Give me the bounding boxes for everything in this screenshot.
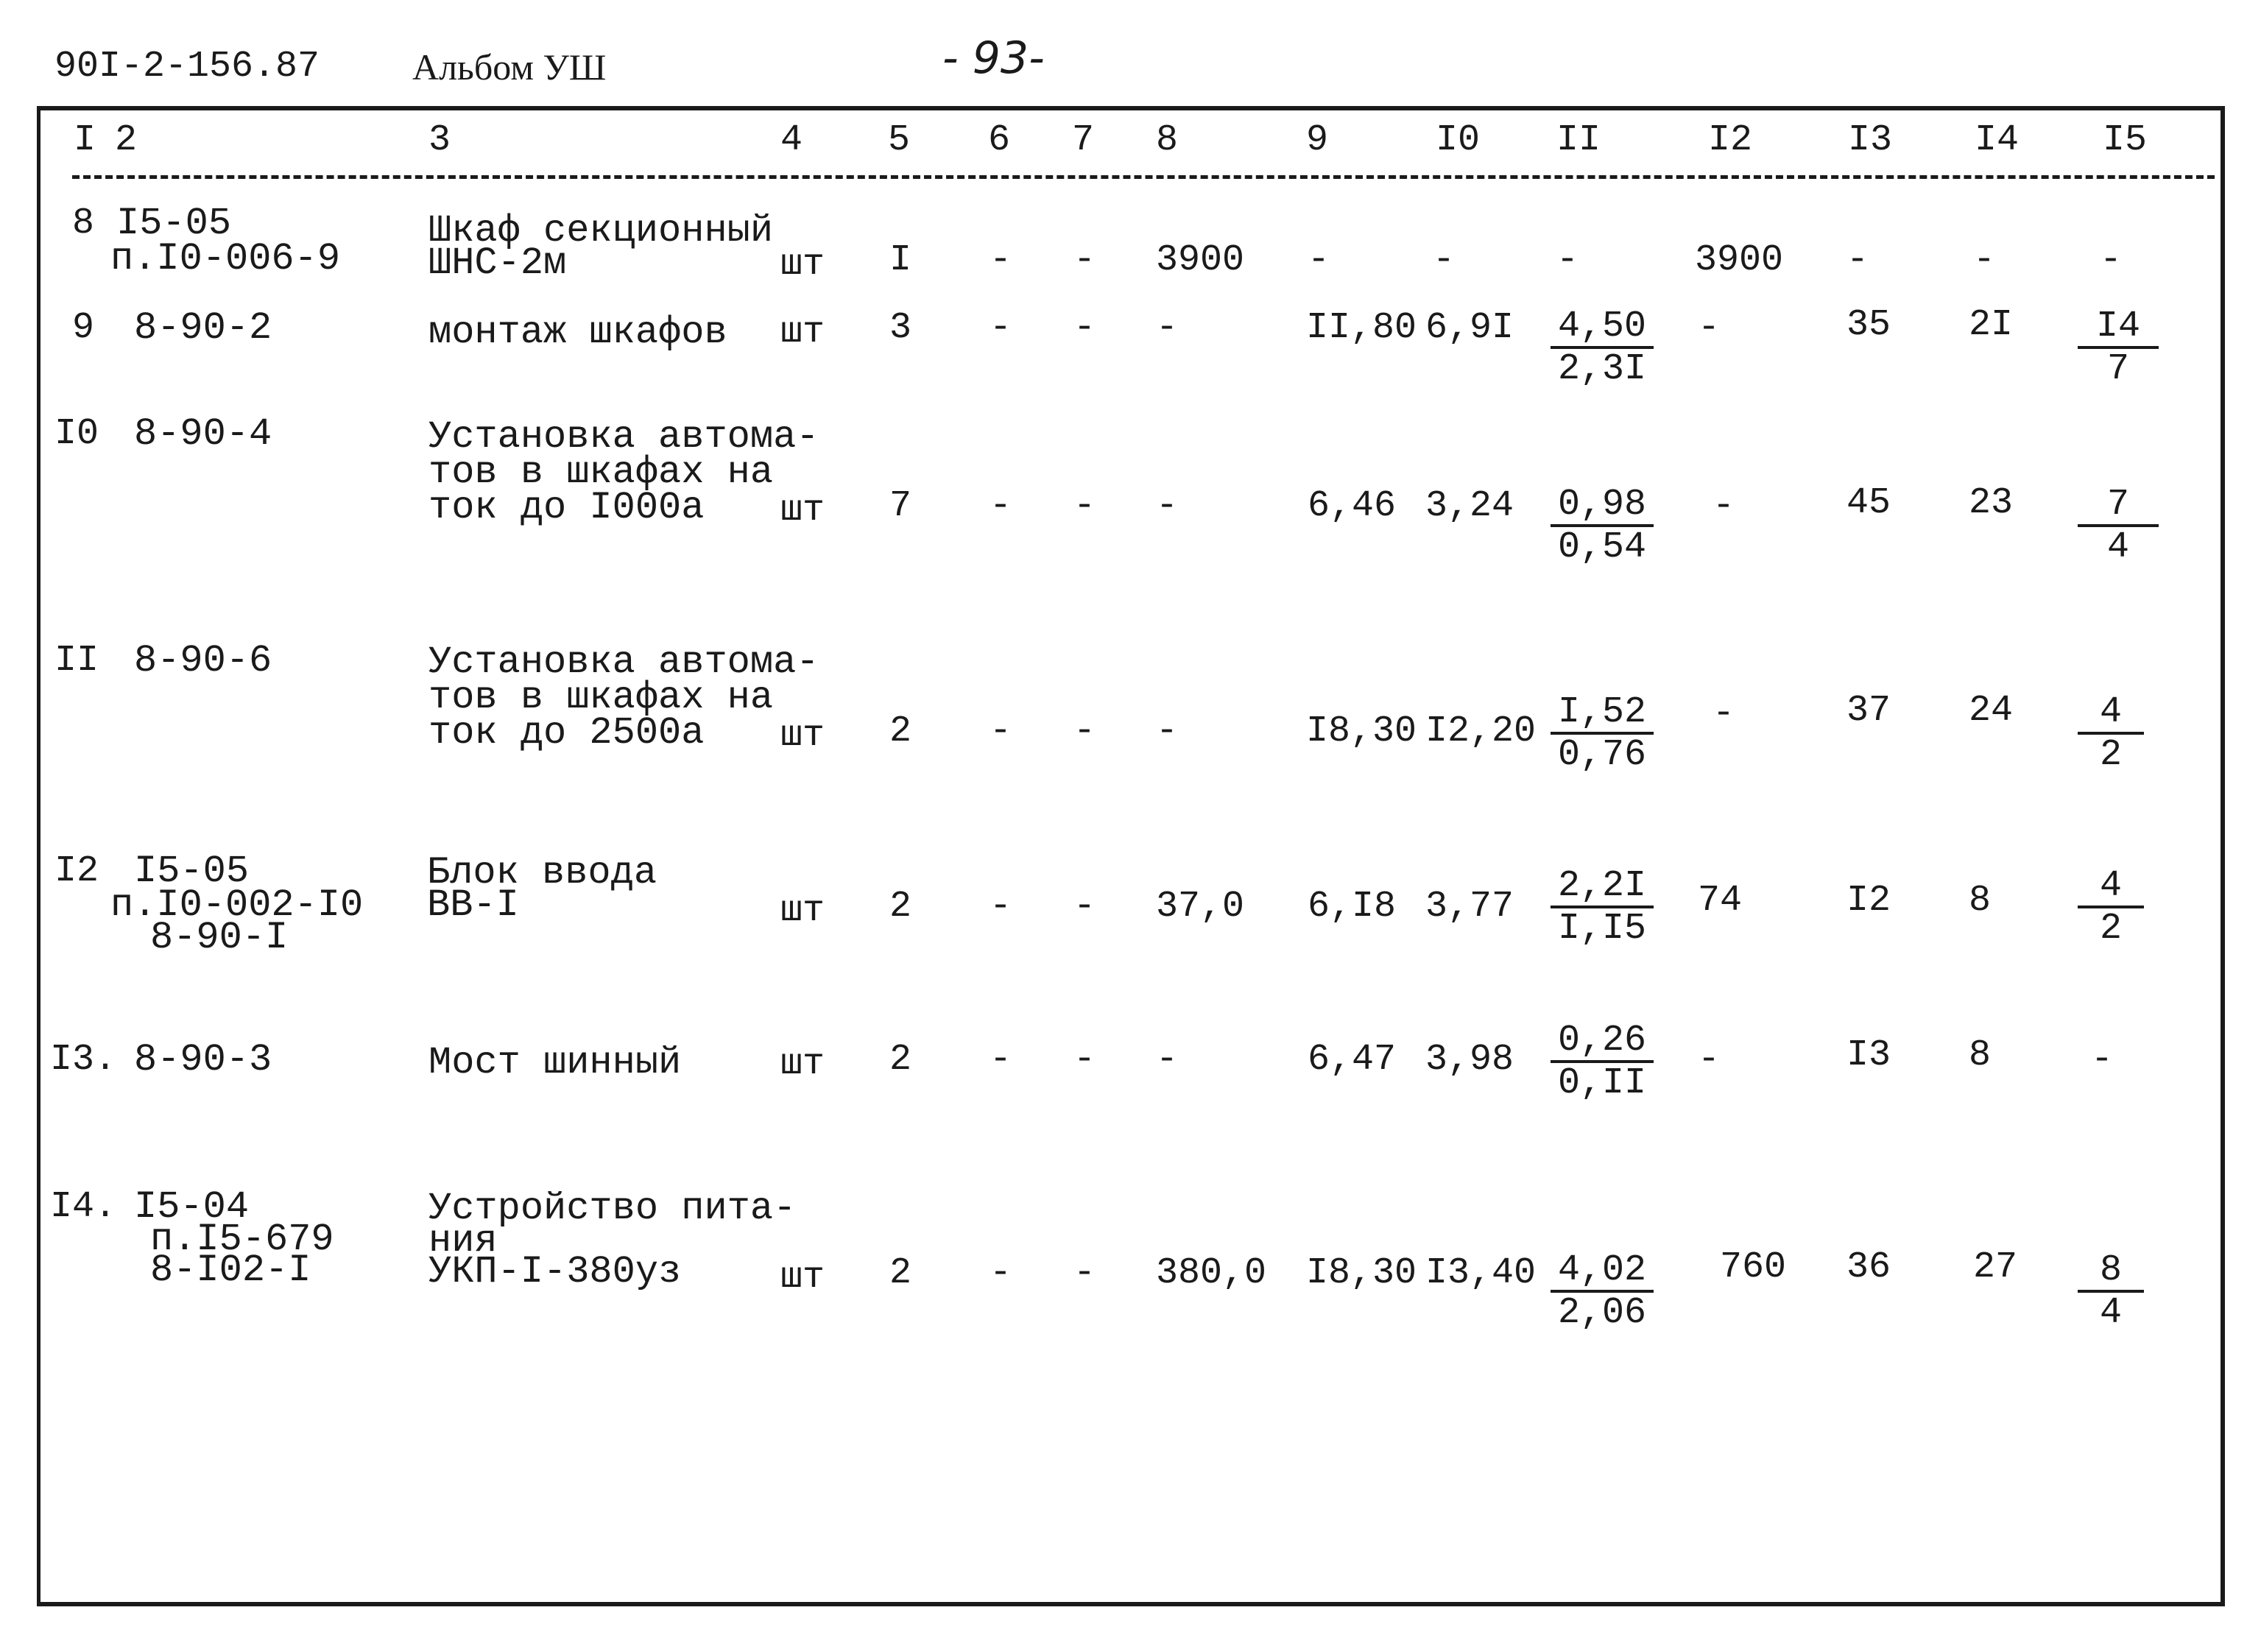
column-header: I0 [1436, 119, 1481, 161]
position-code: I5-05 [116, 202, 232, 245]
cell-col7: - [1073, 307, 1096, 349]
item-name: монтаж шкафов [428, 311, 727, 354]
table-frame-top [37, 106, 2225, 110]
position-code: 8-90-2 [134, 306, 272, 350]
cell-col8: 380,0 [1156, 1252, 1267, 1294]
cell-col9: 6,46 [1308, 485, 1397, 527]
column-header: II [1556, 119, 1601, 161]
unit: шт [780, 244, 825, 286]
cell-col14: 2I [1969, 304, 2014, 346]
cell-col7: - [1073, 485, 1096, 527]
cell-col14: 23 [1969, 482, 2014, 524]
row-number: 8 [72, 202, 95, 244]
fraction-col11 [1551, 484, 1654, 568]
position-code: I5-05 [134, 850, 250, 893]
row-number: 9 [72, 307, 95, 349]
page-number: - 93- [942, 32, 1045, 84]
cell-col6: - [990, 485, 1012, 527]
column-header: 5 [888, 119, 911, 161]
cell-col15: - [2100, 239, 2123, 281]
cell-col12: 74 [1698, 880, 1743, 922]
album-label: Альбом УШ [412, 46, 607, 88]
quantity: 2 [889, 1252, 912, 1294]
cell-col12: - [1712, 693, 1735, 735]
cell-col7: - [1073, 1252, 1096, 1294]
row-number: I3. [50, 1039, 117, 1081]
document-code: 90I-2-156.87 [54, 46, 320, 88]
unit: шт [780, 1043, 825, 1085]
quantity: I [889, 239, 912, 281]
cell-col11: - [1556, 239, 1579, 281]
fraction-col11 [1551, 306, 1654, 390]
quantity: 2 [889, 1039, 912, 1081]
cell-col9: I8,30 [1306, 1252, 1417, 1294]
cell-col9: 6,47 [1308, 1039, 1397, 1081]
cell-col12: 760 [1720, 1246, 1787, 1288]
column-header: 2 [115, 119, 138, 161]
position-code: 8-90-3 [134, 1038, 272, 1081]
cell-col8: - [1156, 710, 1179, 752]
position-code: 8-90-6 [134, 639, 272, 682]
cell-col10: I3,40 [1425, 1252, 1537, 1294]
fraction-col15 [2078, 484, 2159, 568]
cell-col6: - [990, 710, 1012, 752]
fraction-col11 [1551, 1020, 1654, 1104]
cell-col6: - [990, 886, 1012, 928]
fraction-numerator: 4,02 [1551, 1253, 1654, 1293]
table-frame-right [2221, 106, 2225, 1605]
item-name: ток до I000а [428, 486, 705, 529]
fraction-numerator: 8 [2078, 1253, 2144, 1293]
item-name: Мост шинный [428, 1041, 682, 1084]
cell-col10: I2,20 [1425, 710, 1537, 752]
cell-col13: 45 [1846, 482, 1891, 524]
fraction-numerator: 0,98 [1551, 487, 1654, 527]
unit: шт [780, 490, 825, 532]
item-name: Блок ввода [427, 851, 657, 894]
cell-col13: I2 [1846, 880, 1891, 922]
unit: шт [780, 311, 825, 353]
cell-col8: - [1156, 307, 1179, 349]
item-name: ния [428, 1219, 498, 1263]
column-header: 4 [780, 119, 803, 161]
cell-col8: 37,0 [1156, 886, 1245, 928]
cell-col14: 27 [1973, 1246, 2018, 1288]
fraction-denominator: 2,06 [1557, 1292, 1647, 1334]
cell-col14: 24 [1969, 690, 2014, 732]
fraction-numerator: 2,2I [1551, 869, 1654, 908]
column-header: 3 [428, 119, 451, 161]
fraction-col15 [2078, 306, 2159, 390]
quantity: 7 [889, 485, 912, 527]
cell-col15: - [2091, 1039, 2114, 1081]
column-header: 7 [1072, 119, 1095, 161]
fraction-numerator: 4 [2078, 869, 2144, 908]
fraction-denominator: 0,54 [1557, 526, 1647, 568]
cell-col6: - [990, 1252, 1012, 1294]
column-header: I2 [1708, 119, 1753, 161]
cell-col10: 3,98 [1425, 1039, 1514, 1081]
column-header: I5 [2103, 119, 2148, 161]
row-number: II [54, 640, 99, 682]
cell-col6: - [990, 239, 1012, 281]
fraction-denominator: 2,3I [1557, 348, 1647, 390]
fraction-denominator: 0,II [1557, 1062, 1647, 1104]
cell-col9: - [1308, 239, 1330, 281]
unit: шт [780, 890, 825, 932]
column-header: I3 [1848, 119, 1893, 161]
row-number: I2 [54, 850, 99, 892]
quantity: 3 [889, 307, 912, 349]
fraction-col11 [1551, 865, 1654, 950]
fraction-numerator: I,52 [1551, 695, 1654, 735]
item-name: ВВ-I [427, 883, 519, 927]
fraction-denominator: 4 [2099, 1292, 2122, 1334]
cell-col6: - [990, 307, 1012, 349]
cell-col7: - [1073, 886, 1096, 928]
fraction-col15 [2078, 691, 2144, 776]
quantity: 2 [889, 886, 912, 928]
cell-col7: - [1073, 1039, 1096, 1081]
fraction-numerator: 4,50 [1551, 309, 1654, 349]
cell-col13: 37 [1846, 690, 1891, 732]
cell-col10: - [1433, 239, 1456, 281]
item-name: ШНС-2м [428, 241, 567, 285]
fraction-col15 [2078, 1249, 2144, 1334]
cell-col9: I8,30 [1306, 710, 1417, 752]
header-divider [72, 175, 2215, 179]
column-header: 9 [1306, 119, 1329, 161]
column-header: I4 [1975, 119, 2020, 161]
fraction-numerator: 4 [2078, 695, 2144, 735]
unit: шт [780, 715, 825, 757]
cell-col7: - [1073, 239, 1096, 281]
cell-col14: 8 [1969, 1034, 1992, 1076]
cell-col12: 3900 [1695, 239, 1784, 281]
cell-col9: II,80 [1306, 307, 1417, 349]
fraction-col11 [1551, 691, 1654, 776]
position-code: 8-I02-I [150, 1249, 311, 1292]
fraction-denominator: 7 [2106, 348, 2129, 390]
position-code: 8-90-I [150, 916, 289, 959]
item-name: тов в шкафах на [428, 676, 774, 719]
cell-col12: - [1698, 307, 1721, 349]
fraction-numerator: I4 [2078, 309, 2159, 349]
cell-col13: 36 [1846, 1246, 1891, 1288]
item-name: Шкаф секционный [428, 209, 774, 253]
cell-col10: 3,24 [1425, 485, 1514, 527]
table-frame-bottom [37, 1602, 2225, 1606]
cell-col13: 35 [1846, 304, 1891, 346]
item-name: Устройство пита- [428, 1187, 797, 1230]
item-name: УКП-I-380уз [428, 1250, 682, 1293]
position-code: п.I0-006-9 [110, 237, 341, 280]
item-name: Установка автома- [428, 415, 819, 459]
cell-col12: - [1712, 485, 1735, 527]
fraction-col11 [1551, 1249, 1654, 1334]
cell-col12: - [1698, 1039, 1721, 1081]
fraction-col15 [2078, 865, 2144, 950]
cell-col8: - [1156, 1039, 1179, 1081]
fraction-denominator: 4 [2106, 526, 2129, 568]
cell-col14: 8 [1969, 880, 1992, 922]
column-header: I [74, 119, 96, 161]
cell-col10: 6,9I [1425, 307, 1514, 349]
fraction-numerator: 0,26 [1551, 1023, 1654, 1063]
unit: шт [780, 1257, 825, 1299]
fraction-denominator: 2 [2099, 908, 2122, 950]
column-header: 6 [988, 119, 1011, 161]
quantity: 2 [889, 710, 912, 752]
position-code: п.I0-002-I0 [110, 883, 364, 927]
cell-col14: - [1973, 239, 1996, 281]
cell-col13: I3 [1846, 1034, 1891, 1076]
fraction-numerator: 7 [2078, 487, 2159, 527]
row-number: I0 [54, 413, 99, 455]
item-name: Установка автома- [428, 640, 819, 684]
cell-col9: 6,I8 [1308, 886, 1397, 928]
table-frame-left [37, 106, 40, 1605]
position-code: I5-04 [134, 1185, 250, 1229]
item-name: ток до 2500а [428, 711, 705, 755]
position-code: 8-90-4 [134, 412, 272, 456]
cell-col6: - [990, 1039, 1012, 1081]
fraction-denominator: 0,76 [1557, 734, 1647, 776]
cell-col13: - [1846, 239, 1869, 281]
cell-col8: - [1156, 485, 1179, 527]
item-name: тов в шкафах на [428, 451, 774, 494]
fraction-denominator: I,I5 [1557, 908, 1647, 950]
cell-col10: 3,77 [1425, 886, 1514, 928]
row-number: I4. [50, 1186, 117, 1228]
column-header: 8 [1156, 119, 1179, 161]
cell-col8: 3900 [1156, 239, 1245, 281]
fraction-denominator: 2 [2099, 734, 2122, 776]
position-code: п.I5-679 [150, 1218, 334, 1261]
cell-col7: - [1073, 710, 1096, 752]
